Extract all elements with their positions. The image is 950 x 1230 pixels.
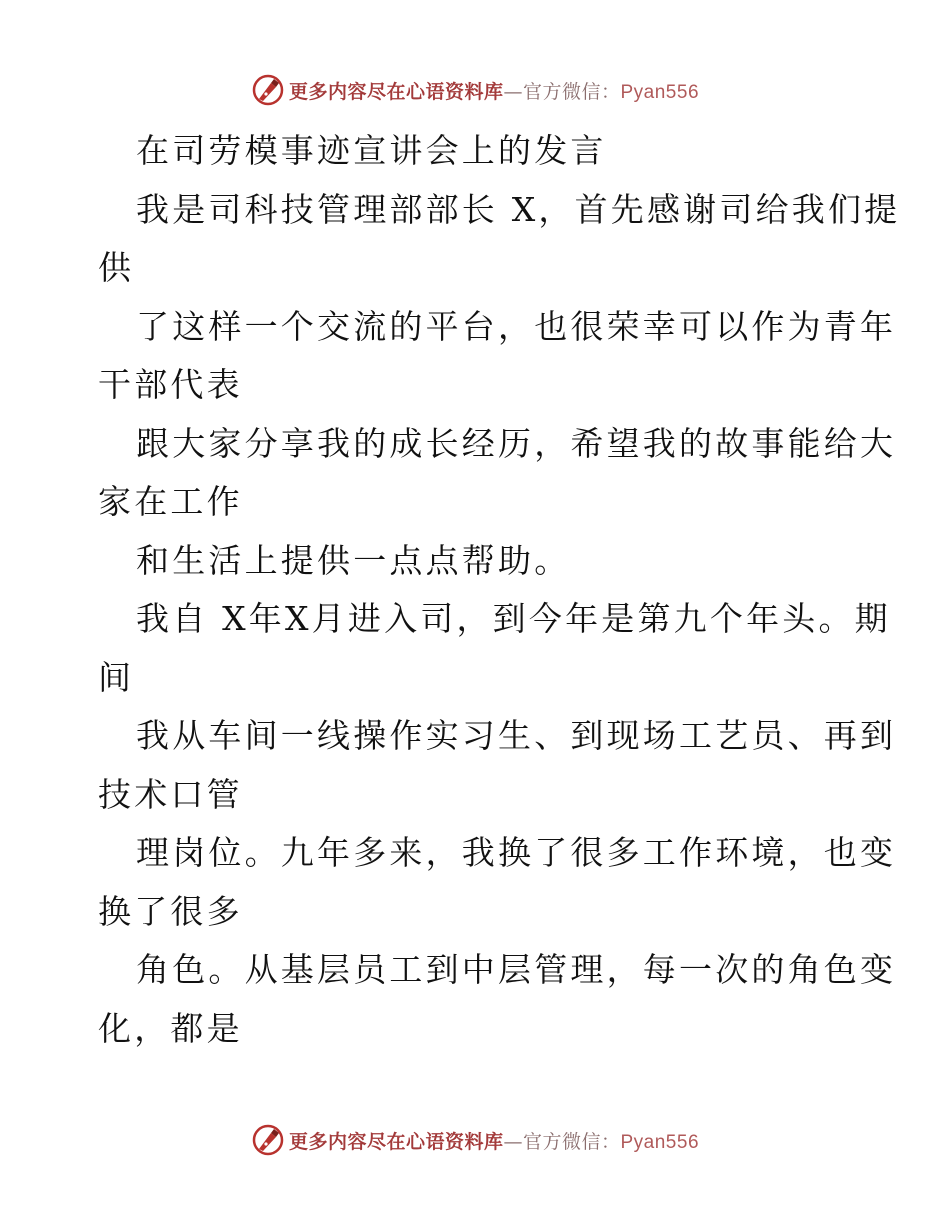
footer-banner — [0, 1120, 950, 1160]
paragraph-line: 跟大家分享我的成长经历，希望我的故事能给大 — [136, 423, 897, 463]
paragraph-line: 家在工作 — [98, 482, 243, 521]
paragraph-line: 我是司科技管理部部长 X，首先感谢司给我们提 — [136, 189, 901, 229]
banner-site-name: 更多内容尽在心语资料库 — [288, 80, 504, 103]
banner-wechat-id: Pyan556 — [620, 81, 700, 103]
paragraph-line: 我从车间一线操作实习生、到现场工艺员、再到 — [136, 716, 897, 755]
paragraph-line: 我自 X年X月进入司，到今年是第九个年头。期 — [136, 599, 891, 638]
paragraph-line: 了这样一个交流的平台，也很荣幸可以作为青年 — [136, 306, 897, 346]
banner-text — [289, 77, 699, 104]
document-body — [98, 122, 901, 1058]
pen-nib-logo-icon — [251, 1123, 285, 1157]
banner-site-name: 更多内容尽在心语资料库 — [288, 1130, 504, 1153]
paragraph-line: 干部代表 — [98, 365, 243, 404]
paragraph-line: 供 — [98, 248, 135, 287]
paragraph-line: 角色。从基层员工到中层管理，每一次的角色变 — [136, 950, 897, 989]
header-banner — [0, 70, 950, 110]
banner-wechat-label: —官方微信： — [503, 80, 621, 103]
paragraph-line: 理岗位。九年多来，我换了很多工作环境，也变 — [136, 833, 897, 872]
paragraph-line: 和生活上提供一点点帮助。 — [136, 540, 571, 580]
paragraph-line: 化，都是 — [98, 1008, 243, 1048]
paragraph-line: 换了很多 — [98, 891, 243, 931]
pen-nib-logo-icon — [251, 73, 285, 107]
banner-wechat-id: Pyan556 — [620, 1131, 700, 1153]
paragraph-line: 技术口管 — [98, 774, 243, 814]
paragraph-line: 间 — [98, 657, 135, 697]
banner-wechat-label: —官方微信： — [503, 1130, 621, 1153]
banner-text — [289, 1127, 699, 1154]
document-title: 在司劳模事迹宣讲会上的发言 — [136, 131, 607, 170]
